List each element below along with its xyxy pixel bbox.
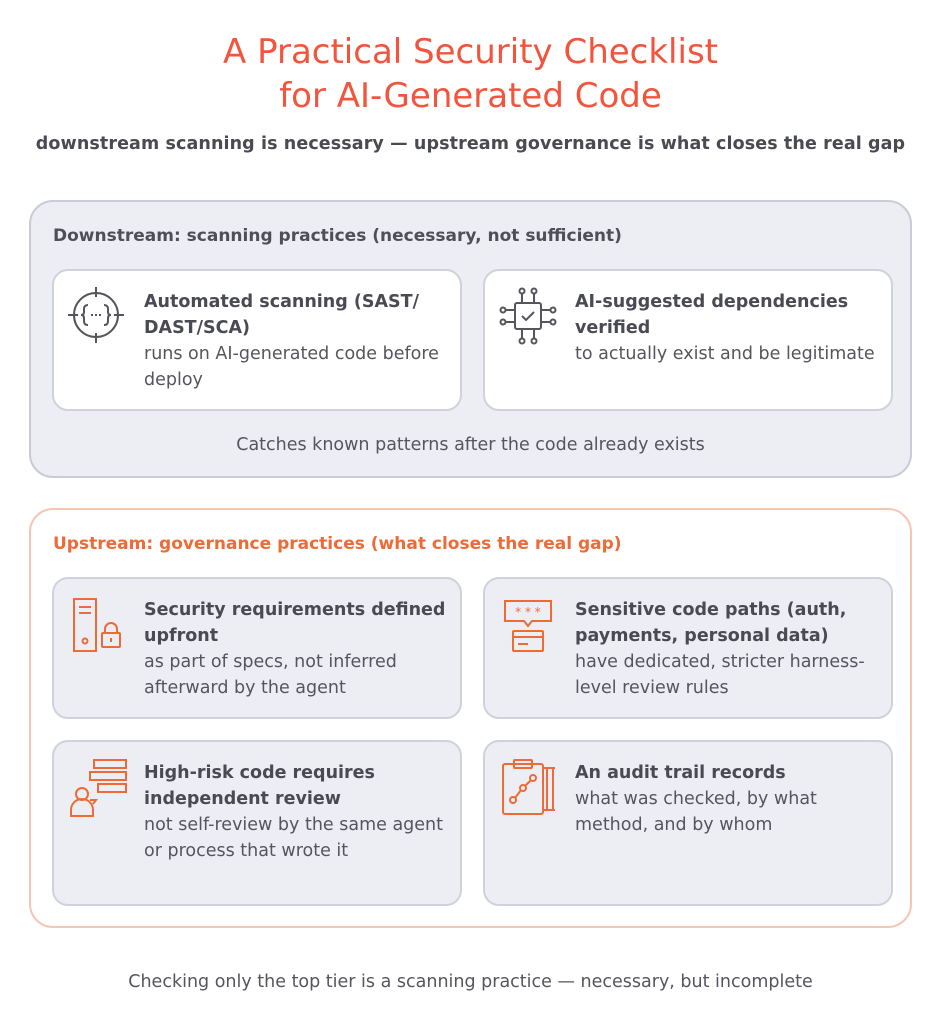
downstream-panel [29, 200, 912, 478]
card-audit-trail [483, 740, 893, 906]
card-body: to actually exist and be legitimate [575, 344, 875, 364]
card-title: High-risk code requires independent review [144, 763, 375, 809]
document-lock-icon [68, 595, 128, 655]
downstream-heading: Downstream: scanning practices (necessary, not sufficient) [53, 226, 622, 246]
reviewer-icon [68, 758, 128, 818]
subtitle: downstream scanning is necessary — upstream governance is what closes the real gap [35, 134, 906, 154]
scan-target-icon [68, 287, 128, 347]
card-body: not self-review by the same agent or process that wrote it [144, 815, 444, 861]
card-title: Security requirements defined upfront [144, 600, 446, 646]
downstream-note: Catches known patterns after the code already exists [236, 435, 705, 455]
card-title: Sensitive code paths (auth, payments, personal data) [575, 600, 847, 646]
card-independent-review [52, 740, 462, 906]
card-body: what was checked, by what method, and by whom [575, 789, 817, 835]
audit-clipboard-icon [499, 758, 559, 818]
card-dependencies-verified [483, 269, 893, 411]
card-body: have dedicated, stricter harness-level review rules [575, 652, 865, 698]
svg-text:* * *: * * * [515, 605, 541, 619]
footer-note: Checking only the top tier is a scanning practice — necessary, but incomplete [128, 972, 813, 992]
password-card-icon [499, 595, 559, 655]
card-body: as part of specs, not inferred afterward by the agent [144, 652, 397, 698]
title-line-2: for AI-Generated Code [279, 76, 662, 116]
upstream-panel [29, 508, 912, 928]
card-automated-scanning [52, 269, 462, 411]
chip-check-icon [499, 287, 559, 347]
card-sensitive-code-paths [483, 577, 893, 719]
card-title: Automated scanning (SAST/ DAST/SCA) [144, 292, 419, 338]
card-title: An audit trail records [575, 763, 786, 783]
title-line-1: A Practical Security Checklist [223, 32, 718, 72]
upstream-heading: Upstream: governance practices (what closes the real gap) [53, 534, 622, 554]
card-body: runs on AI-generated code before deploy [144, 344, 439, 390]
card-title: AI-suggested dependencies verified [575, 292, 849, 338]
card-security-requirements [52, 577, 462, 719]
